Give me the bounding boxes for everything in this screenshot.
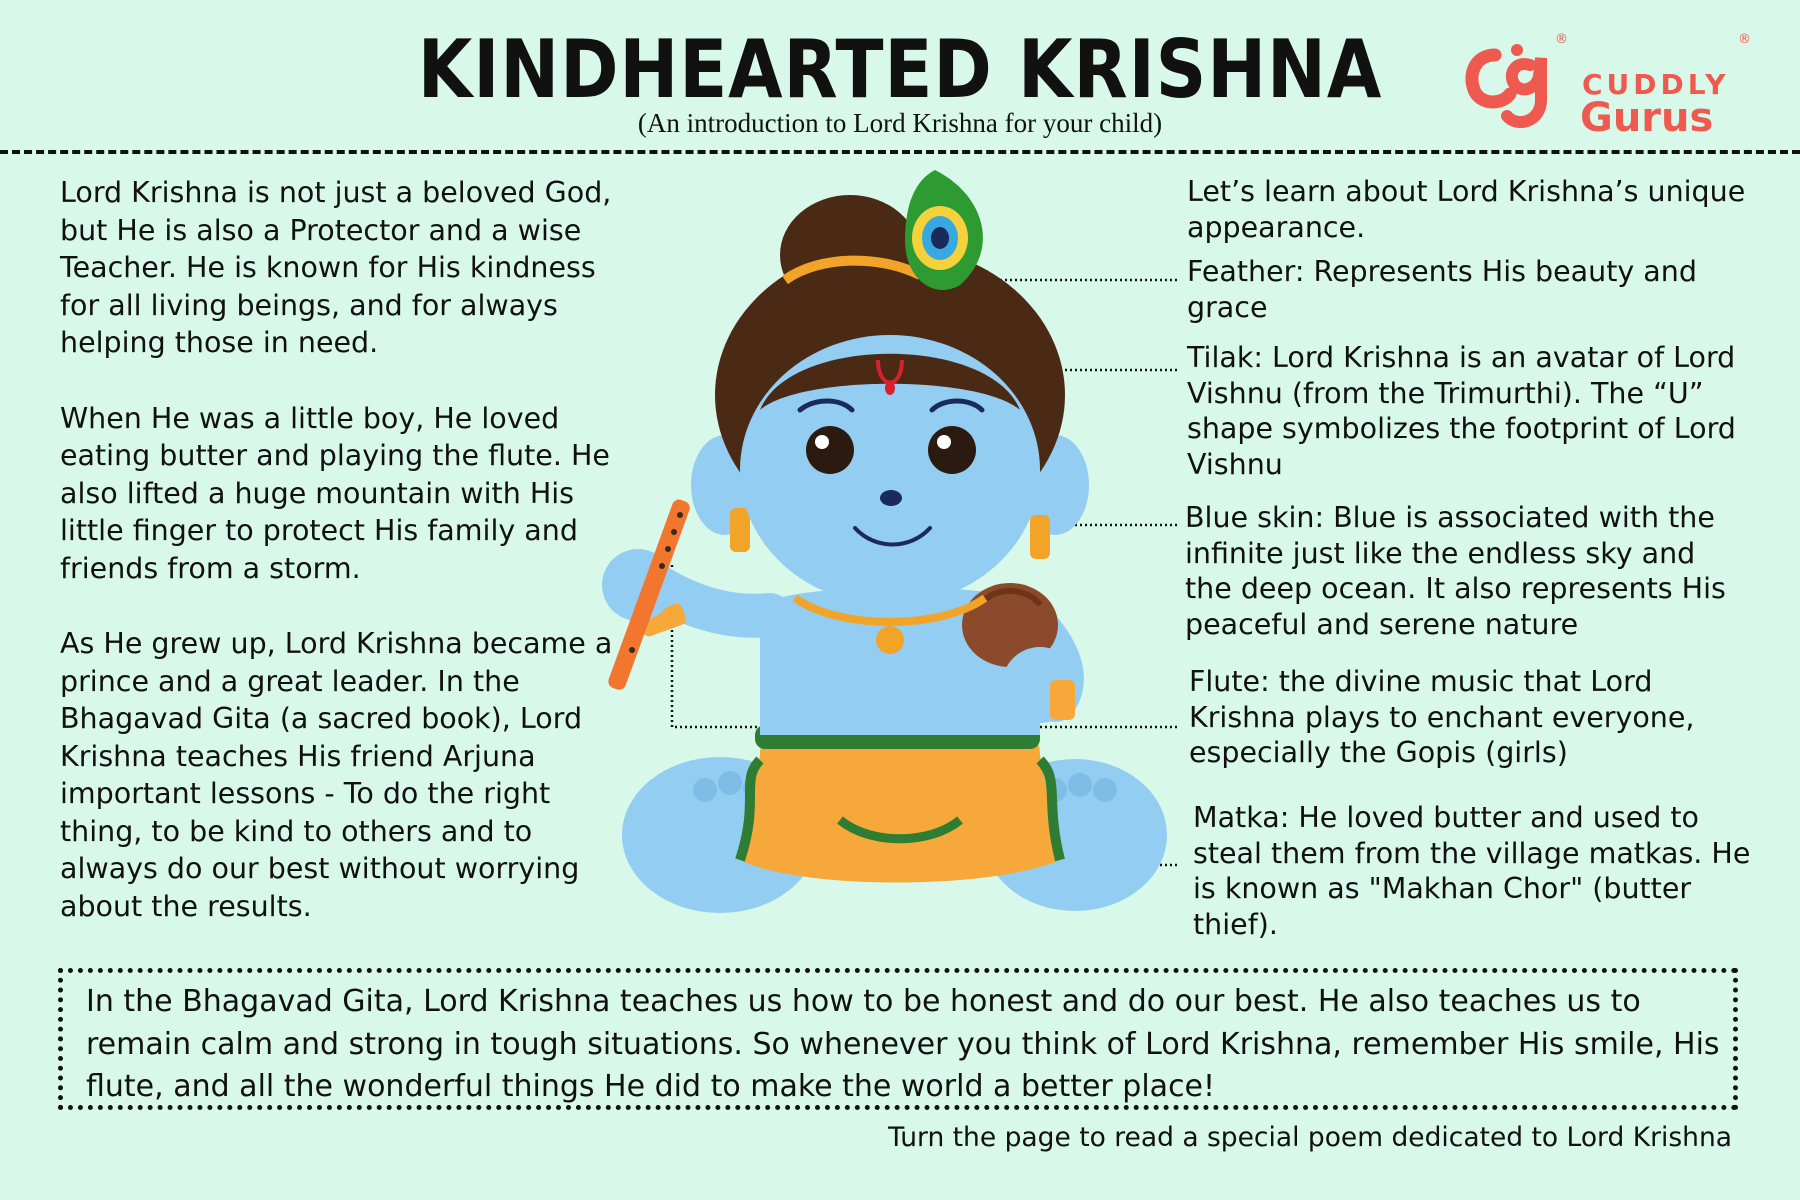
summary-box bbox=[58, 968, 1738, 1110]
feature-blue-skin: Blue skin: Blue is associated with the infinite just like the endless sky and the deep ocean. It also represents His peaceful and serene nature bbox=[1185, 501, 1726, 641]
intro-paragraph-2: When He was a little boy, He loved eating butter and playing the flute. He also lifted a huge mountain with His little finger to protect His family and friends from a storm. bbox=[60, 401, 610, 585]
logo-cuddly: CUDDLY bbox=[1582, 68, 1730, 101]
footer-note: Turn the page to read a special poem dedicated to Lord Krishna bbox=[888, 1122, 1732, 1153]
registered-mark-2: ® bbox=[1738, 32, 1751, 47]
summary-text: In the Bhagavad Gita, Lord Krishna teaches us how to be honest and do our best. He also teaches us to remain calm and strong in tough situations. So whenever you think of Lord Krishna, remember His smile, His flute, and all the wonderful things He did to make the world a better place! bbox=[86, 984, 1720, 1104]
logo-gurus: Gurus bbox=[1580, 95, 1714, 141]
logo-mark-icon bbox=[1455, 30, 1565, 130]
krishna-plush-illustration bbox=[570, 150, 1190, 930]
intro-text bbox=[60, 174, 620, 963]
intro-paragraph-1: Lord Krishna is not just a beloved God, but He is also a Protector and a wise Teacher. He is known for His kindness for all living beings, and for always helping those in need. bbox=[60, 176, 612, 359]
page-subtitle: (An introduction to Lord Krishna for your child) bbox=[637, 108, 1163, 138]
registered-mark: ® bbox=[1555, 32, 1568, 47]
intro-paragraph-3: As He grew up, Lord Krishna became a prince and a great leader. In the Bhagavad Gita (a sacred book), Lord Krishna teaches His friend Arjuna important lessons - To do the right thing, to be kind to others and to always do our best without worrying about the results. bbox=[60, 627, 613, 923]
appearance-heading: Let’s learn about Lord Krishna’s unique appearance. bbox=[1187, 175, 1746, 244]
feature-matka: Matka: He loved butter and used to steal them from the village matkas. He is known as "Makhan Chor" (butter thief). bbox=[1193, 801, 1751, 941]
feature-feather: Feather: Represents His beauty and grace bbox=[1187, 255, 1697, 324]
feature-flute: Flute: the divine music that Lord Krishna plays to enchant everyone, especially the Gopis (girls) bbox=[1189, 665, 1695, 769]
page-title: KINDHEARTED KRISHNA bbox=[417, 23, 1383, 116]
cuddly-gurus-logo bbox=[1455, 30, 1755, 141]
feature-tilak: Tilak: Lord Krishna is an avatar of Lord Vishnu (from the Trimurthi). The “U” shape symbolizes the footprint of Lord Vishnu bbox=[1187, 341, 1736, 481]
